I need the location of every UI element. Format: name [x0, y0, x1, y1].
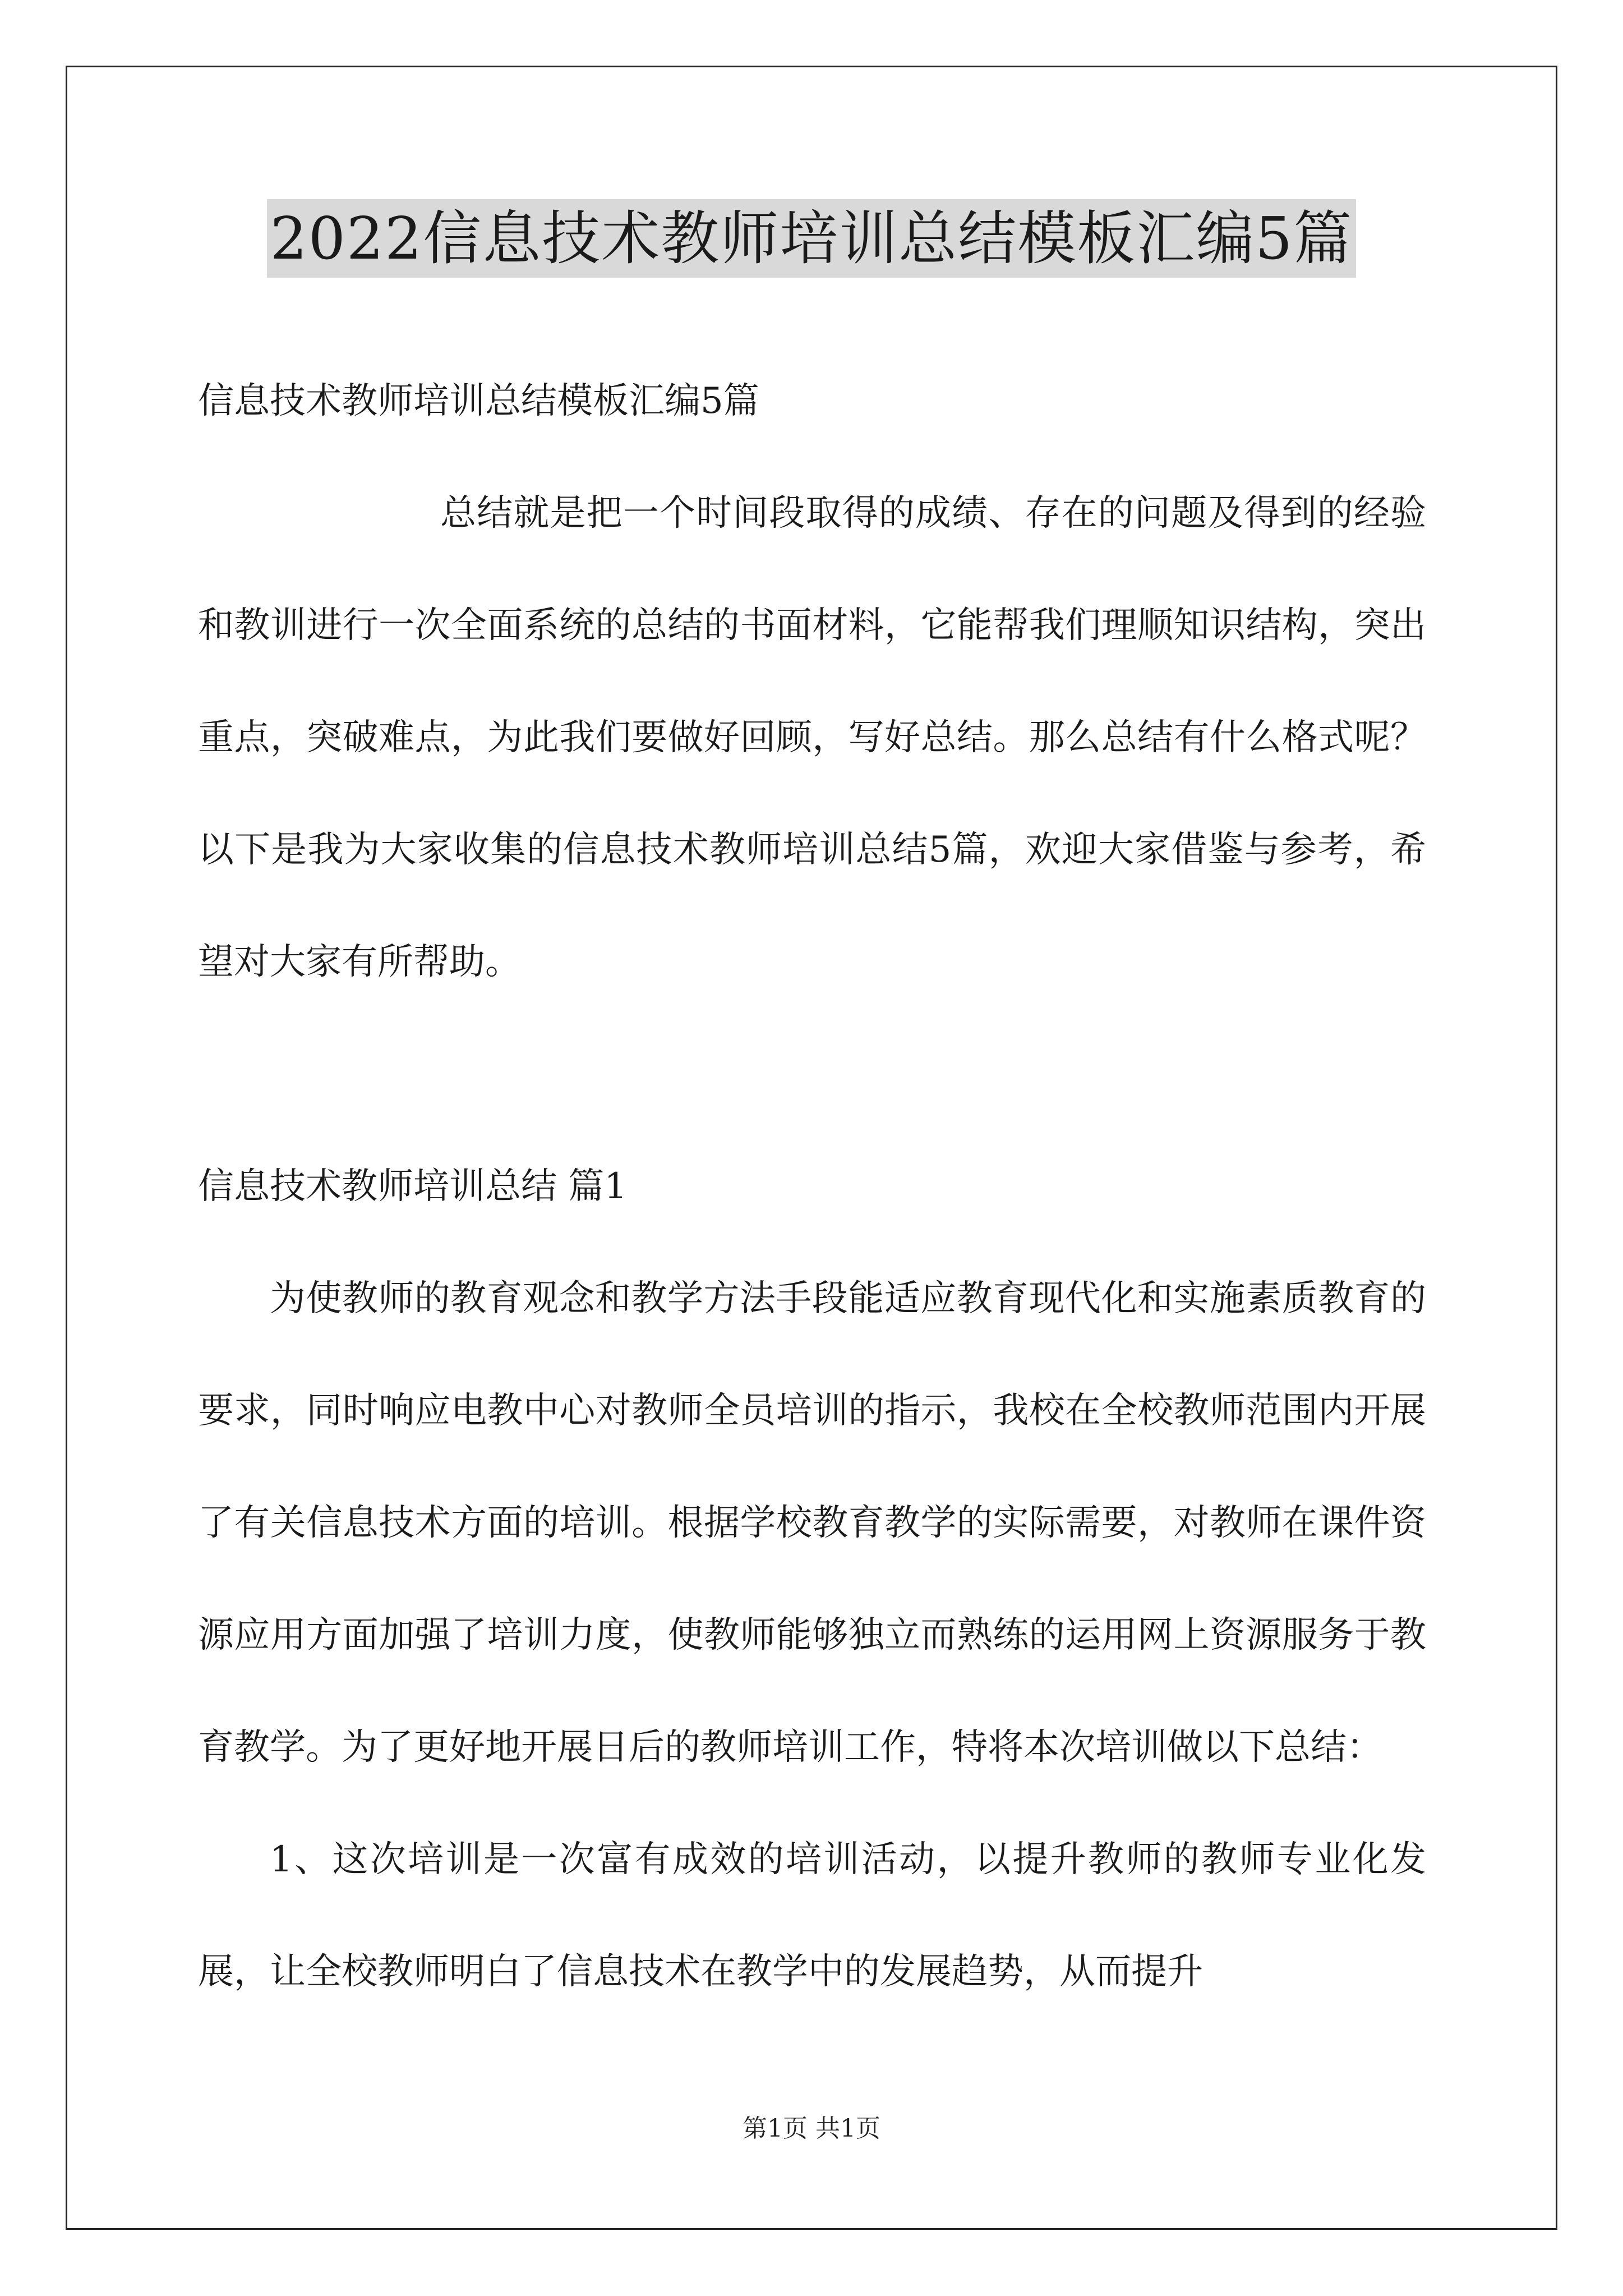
document-subtitle: 信息技术教师培训总结模板汇编5篇	[198, 380, 759, 422]
document-title: 2022信息技术教师培训总结模板汇编5篇	[267, 199, 1357, 278]
document-body	[198, 345, 1426, 2028]
page-footer: 第1页 共1页	[743, 2114, 880, 2143]
section-heading: 信息技术教师培训总结 篇1	[198, 1166, 628, 1207]
body-paragraph-1: 为使教师的教育观念和教学方法手段能适应教育现代化和实施素质教育的要求，同时响应电教中心对教师全员培训的指示，我校在全校教师范围内开展了有关信息技术方面的培训。根据学校教育教学的实际需要，对教师在课件资源应用方面加强了培训力度，使教师能够独立而熟练的运用网上资源服务于教育教学。为了更好地开展日后的教师培训工作，特将本次培训做以下总结：	[198, 1278, 1426, 1768]
title-container	[0, 199, 1623, 278]
body-paragraph-2: 1、这次培训是一次富有成效的培训活动，以提升教师的教师专业化发展，让全校教师明白了信息技术在教学中的发展趋势，从而提升	[198, 1839, 1426, 1993]
intro-paragraph: 总结就是把一个时间段取得的成绩、存在的问题及得到的经验和教训进行一次全面系统的总结的书面材料，它能帮我们理顺知识结构，突出重点，突破难点，为此我们要做好回顾，写好总结。那么总结有什么格式呢？以下是我为大家收集的信息技术教师培训总结5篇，欢迎大家借鉴与参考，希望对大家有所帮助。	[198, 493, 1426, 983]
